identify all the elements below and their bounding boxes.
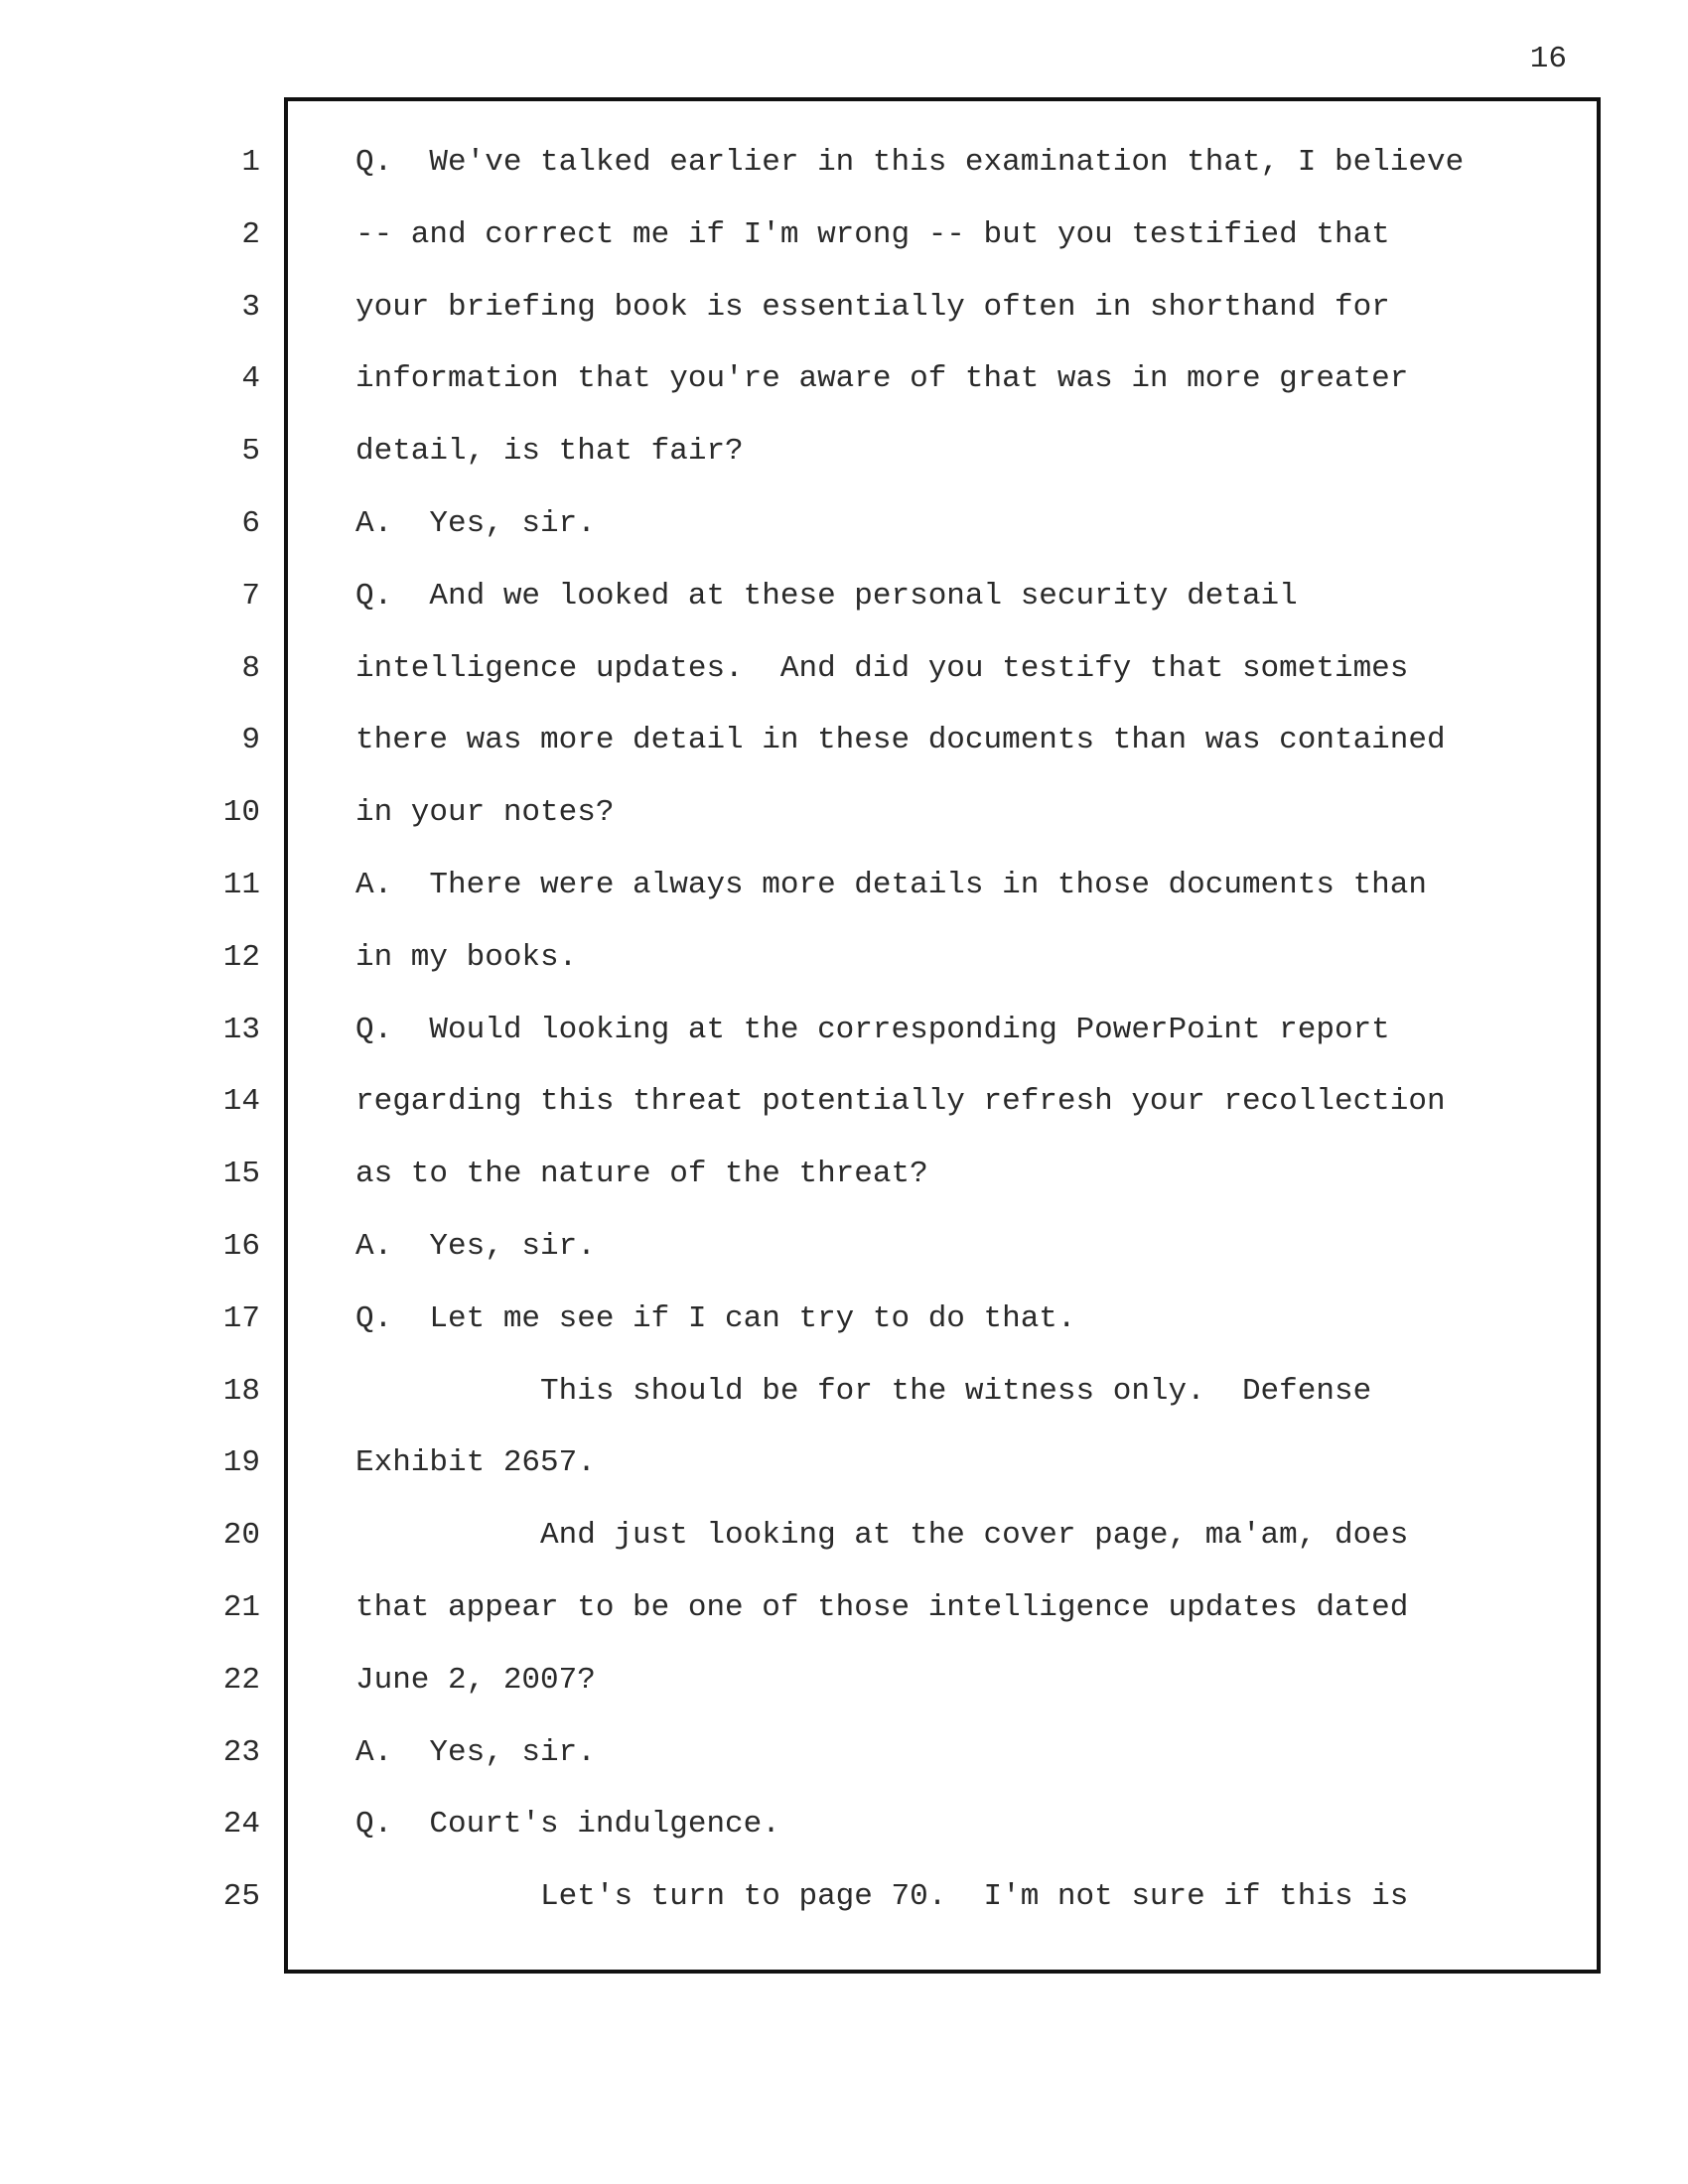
transcript-line: A. Yes, sir. [355,1734,596,1770]
line-number: 19 [222,1445,260,1481]
transcript-line: A. Yes, sir. [355,505,596,541]
line-number: 9 [241,723,260,758]
line-number: 11 [222,867,260,902]
transcript-line: that appear to be one of those intelligence updates dated [355,1589,1409,1625]
transcript-line: A. Yes, sir. [355,1228,596,1264]
line-number: 13 [222,1012,260,1047]
transcript-line: Q. Let me see if I can try to do that. [355,1300,1076,1336]
transcript-line: intelligence updates. And did you testify that sometimes [355,650,1409,686]
transcript-line: Q. We've talked earlier in this examination that, I believe [355,145,1465,180]
line-number: 20 [222,1518,260,1554]
transcript-line: information that you're aware of that was in more greater [355,361,1409,397]
line-number: 16 [222,1228,260,1264]
line-number: 5 [241,434,260,470]
line-number: 8 [241,650,260,686]
transcript-body [355,141,1587,1948]
line-number: 17 [222,1300,260,1336]
transcript-line: as to the nature of the threat? [355,1157,928,1192]
line-number: 3 [241,289,260,325]
line-number: 4 [241,361,260,397]
transcript-line: June 2, 2007? [355,1662,596,1698]
line-number: 10 [222,795,260,831]
line-number: 14 [222,1084,260,1120]
line-number: 7 [241,578,260,614]
transcript-line: -- and correct me if I'm wrong -- but you testified that [355,216,1390,252]
transcript-line: This should be for the witness only. Defense [355,1373,1372,1409]
transcript-line: there was more detail in these documents than was contained [355,723,1446,758]
line-number: 12 [222,939,260,975]
transcript-line: Let's turn to page 70. I'm not sure if this is [355,1879,1409,1915]
line-number: 15 [222,1157,260,1192]
line-number: 1 [241,145,260,180]
transcript-line: detail, is that fair? [355,434,744,470]
transcript-line: your briefing book is essentially often in shorthand for [355,289,1390,325]
line-number: 25 [222,1879,260,1915]
line-number: 18 [222,1373,260,1409]
line-number-column [179,141,260,1948]
transcript-line: Q. Would looking at the corresponding PowerPoint report [355,1012,1390,1047]
transcript-line: Q. And we looked at these personal security detail [355,578,1298,614]
page-number: 16 [1529,42,1567,76]
transcript-line: A. There were always more details in those documents than [355,867,1427,902]
line-number: 23 [222,1734,260,1770]
line-number: 2 [241,216,260,252]
transcript-line: regarding this threat potentially refresh your recollection [355,1084,1446,1120]
line-number: 21 [222,1589,260,1625]
transcript-line: in your notes? [355,795,615,831]
line-number: 22 [222,1662,260,1698]
line-number: 24 [222,1807,260,1843]
transcript-line: And just looking at the cover page, ma'am, does [355,1518,1409,1554]
transcript-line: Q. Court's indulgence. [355,1807,780,1843]
transcript-line: Exhibit 2657. [355,1445,596,1481]
transcript-line: in my books. [355,939,578,975]
line-number: 6 [241,505,260,541]
